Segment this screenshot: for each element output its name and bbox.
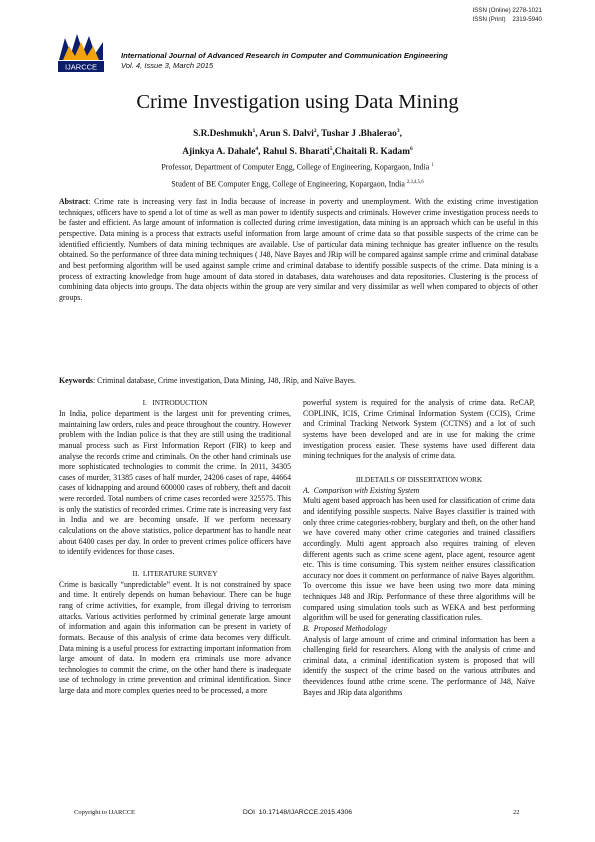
keywords-text: : Criminal database, Crime investigation, Data Mining, J48, JRip, and Naïve Bayes. xyxy=(93,376,356,385)
subsection-b-text: Analysis of large amount of crime and criminal information has been a challenging field for researchers. Along with the analysis of crime and criminal data, a criminal identification system is proposed that will identify the suspect of the crime based on the various attributes and theevidences found atthe crime scene. The performance of J48, Naïve Bayes and JRip data algorithms xyxy=(303,634,535,697)
author-name: Rahul S. Bharati xyxy=(262,147,330,158)
doi: DOI 10.17148/IJARCCE.2015.4306 xyxy=(242,809,353,816)
author-name: S.R.Deshmukh xyxy=(193,129,253,140)
affiliation-2 xyxy=(0,178,595,190)
author-name: Ajinkya A. Dahale xyxy=(182,147,256,158)
author-affiliation-sup: 5 xyxy=(329,146,333,152)
introduction-text: In India, police department is the largest unit for preventing crimes, maintaining law orders, rules and peace throughout the country. However problem with the Indian police is that they are still using the traditional manual process such as First Information Report (FIR) to keep and analyse the records crime and criminals. On the other hand criminals use more sophisticated technologies to commit the crime. In 2011, 34305 cases of murder, 31385 cases of half murder, 24206 cases of rape, 44664 cases of kidnapping and around 600000 cases of robbery, theft and dacoit were recorded. Total numbers of crime cases recorded were 325575. This is only the statistics of recorded crimes. Crime rate is increasing very fast in India and we are becoming unsafe. If we perform necessary calculations on the above statistics, police department has to handle near about 6400 cases per day. In order to prevent crimes police officers have to identify evidences for those cases. xyxy=(59,409,291,557)
author-name: Arun S. Dalvi xyxy=(259,129,314,140)
dissertation-heading: III.DETAILS OF DISSERTATION WORK xyxy=(355,474,483,484)
authors-line-1 xyxy=(0,125,595,140)
affiliation-1-text: Professor, Department of Computer Engg, College of Engineering, Kopargaon, India xyxy=(161,162,430,172)
author-affiliation-sup: 4 xyxy=(255,146,259,152)
authors-line-2 xyxy=(0,143,595,158)
author-separator: , xyxy=(258,147,263,158)
author-affiliation-sup: 6 xyxy=(409,146,413,152)
author-separator: , xyxy=(316,129,322,140)
abstract xyxy=(59,197,538,304)
affiliation-2-text: Student of BE Computer Engg, College of Engineering, Kopargaon, India xyxy=(171,179,405,189)
author-separator: , xyxy=(399,129,402,140)
issn-online: ISSN (Online) 2278-1021 xyxy=(472,7,542,14)
journal-logo xyxy=(57,30,105,74)
issn-block xyxy=(473,6,542,24)
left-column xyxy=(59,398,291,697)
author-affiliation-sup: 3 xyxy=(396,128,400,134)
author-affiliation-sup: 1 xyxy=(252,128,256,134)
author-name: Tushar J .Bhalerao xyxy=(321,129,397,140)
affiliation-2-sup: 2,3,4,5,6 xyxy=(406,180,424,185)
paper-title: Crime Investigation using Data Mining xyxy=(136,91,459,113)
keywords xyxy=(59,376,538,387)
keywords-label: Keywords xyxy=(59,376,93,385)
author-separator: , xyxy=(255,129,260,140)
affiliation-1-sup: 1 xyxy=(431,163,434,168)
literature-survey-text: Crime is basically “unpredictable” event. It is not constrained by space and time. It entirely depends on human behaviour. There can be huge rang of crime activities, for example, from illegal driving to terrorism attacks. Various activities performed by criminal generate large amount of information and again this information can be present in variety of formats. Because of this analysis of crime data becomes very difficult. Data mining is a useful process for extracting important information from large amount of data. In modern era criminals use more advance technologies to commit the crime, on the other hand there is inadequate use of technology in crime prevention and criminal identification. Since large data and more complex queries need to be processed, a more xyxy=(59,579,291,695)
journal-header xyxy=(121,51,448,71)
author-affiliation-sup: 2 xyxy=(313,128,317,134)
abstract-text: : Crime rate is increasing very fast in India because of increase in poverty and unemployment. With the existing crime investigation techniques, officers have to spend a lot of time as well as man power to identify suspects and criminals. However crime investigation process needs to be faster and efficient. As large amount of information is collected during crime investigation, data mining is an approach which can be useful in this perspective. Data mining is a process that extracts useful information from large amount of crime data so that possible suspects of the crime can be identified efficiently. Numbers of data mining techniques are available. Use of particular data mining technique has greater influence on the results obtained. So the performance of three data mining techniques ( J48, Nave Bayes and JRip will be compared against sample crime and criminal database and best performing algorithm will be used against sample crime and criminal database to identify possible suspects of the crime. Data mining is a process of extracting knowledge from huge amount of data stored in databases, data warehouses and data repositories. Clustering is the process of combining data objects into groups. The data objects within the group are very similar and very dissimilar as well when compared to objects of other groups. xyxy=(59,197,538,302)
abstract-label: Abstract xyxy=(59,197,89,206)
logo-text: IJARCCE xyxy=(64,62,98,72)
right-column xyxy=(303,398,535,698)
right-column-intro-text: powerful system is required for the analysis of crime data. ReCAP, COPLINK, ICIS, Crime Criminal Information System (CCIS), Crime and Criminal Tracking Network System (CCTNS) and a lot of such systems have been developed and are in use for making the crime investigation process easier. These systems have used different data mining techniques for the analysis of crime data. xyxy=(303,398,535,461)
affiliation-1 xyxy=(0,161,595,173)
footer xyxy=(0,809,595,823)
issn-print: ISSN (Print) 2319-5940 xyxy=(472,16,542,23)
author-name: Chaitali R. Kadam xyxy=(334,147,410,158)
subsection-a-heading: A. Comparison with Existing System xyxy=(303,485,420,495)
copyright: Copyright to IJARCCE xyxy=(74,809,136,816)
literature-survey-heading: II. LITERATURE SURVEY xyxy=(132,568,218,578)
subsection-b-heading: B. Proposed Methodology xyxy=(303,623,387,633)
page-number: 22 xyxy=(513,809,520,816)
subsection-a-text: Multi agent based approach has been used for classification of crime data and identifying possible suspects. Naïve Bayes classifier is trained with only three crime categories-robbery, burglary and theft, on the other hand we have covered many other crime categories and trained classifiers accordingly. Multi agent approach also requires training of eleven different agents such as crime scene agent, place agent, resource agent etc. This is time consuming. This system neither ensures classification accuracy nor does it comment on performance of naïve Bayes algorithm. To overcome this issue we have been using two more data mining techniques J48 and JRip. Performance of these three algorithms will be compared using simulation tools such as WEKA and best performing algorithm will be used for generating classification rules. xyxy=(303,496,535,623)
author-separator: , xyxy=(332,147,335,158)
volume-line: Vol. 4, Issue 3, March 2015 xyxy=(121,61,214,70)
introduction-heading: I. INTRODUCTION xyxy=(142,398,208,407)
journal-name: International Journal of Advanced Research in Computer and Communication Engineering xyxy=(121,51,448,60)
